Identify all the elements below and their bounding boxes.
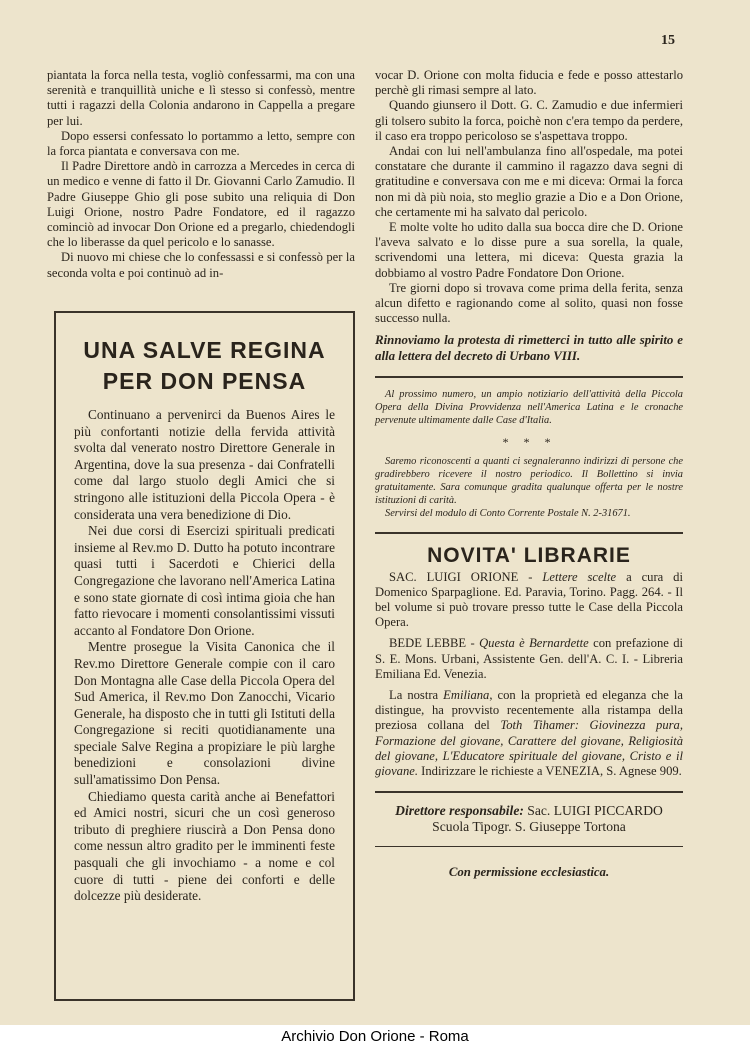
book-text: La nostra bbox=[389, 688, 439, 703]
notice-next-issue: Al prossimo numero, un ampio notiziario dell'attività della Piccola Opera della Divina Provvidenza nell'America Latina e le cronache pervenute ultimamente dalle Case d'Italia. bbox=[375, 389, 683, 427]
book-title: Questa è Bernardette bbox=[479, 636, 589, 651]
book-entry: SAC. LUIGI ORIONE - Lettere scelte a cura di Domenico Sparpaglione. Ed. Paravia, Torino. Pagg. 264. - Il bel volume si può trovare presso tutte le Case della Piccola Opera. bbox=[375, 569, 683, 630]
archive-caption: Archivio Don Orione - Roma bbox=[0, 1025, 750, 1049]
salve-paragraph: Nei due corsi di Esercizi spirituali predicati insieme al Rev.mo D. Dutto ha potuto incontrare quasi tutti i Sacerdoti e Chierici della Congregazione che lavorano nell'America Latina e sono state giornate di così intima gioia che han fatto rievocare i momenti consolantissimi vissuti accanto al Fondatore Don Orione. bbox=[74, 523, 335, 638]
salve-paragraph: Mentre prosegue la Visita Canonica che il Rev.mo Direttore Generale compie con il caro Don Montagna alle Case della Piccola Opera del Sud America, il Rev.mo Don Zanocchi, Vicario Generale, ha disposto che in tutti gli Istituti della Congregazione si reciti quotidianamente una speciale Salve Regina a propiziare le più larghe benedizioni e consolazioni divine sull'amatissimo Don Pensa. bbox=[74, 639, 335, 788]
divider bbox=[375, 846, 683, 847]
paragraph: E molte volte ho udito dalla sua bocca dire che D. Orione l'aveva salvato e lo disse pure a sua sorella, la quale, scrivendomi una lettera, mi diceva: Questa grazia la dobbiamo al vostro Padre Fondatore Don Orione. bbox=[375, 220, 683, 280]
paragraph: Di nuovo mi chiese che lo confessassi e si confessò per la seconda volta e poi continuò ad in- bbox=[47, 250, 355, 280]
book-listings bbox=[375, 570, 683, 780]
paragraph: Andai con lui nell'ambulanza fino all'ospedale, ma potei constatare che durante il cammino il ragazzo dava segni di gratitudine e conversava con me e mi diceva: Ormai la forca non mi dà più noia, sto meglio grazie a Dio e a Don Orione, che certamente mi ha salvato dal pericolo. bbox=[375, 144, 683, 219]
divider bbox=[375, 532, 683, 534]
book-series: Toth Tihamer: Giovinezza pura, Formazione del giovane, Carattere del giovane, Religiosità del giovane, L'Educatore spirituale del giovane, Cristo e il giovane. bbox=[375, 718, 683, 779]
stars-separator: * * * bbox=[502, 435, 556, 450]
masthead-footer bbox=[375, 803, 683, 833]
paragraph: Dopo essersi confessato lo portammo a letto, sempre con la forca piantata e conversava con me. bbox=[47, 128, 355, 159]
salve-title-line2: PER DON PENSA bbox=[102, 368, 307, 394]
page-number: 15 bbox=[661, 33, 675, 48]
book-text: , con la proprietà ed eleganza che la distingue, ha provvisto recentemente alla ristampa della preziosa collana del bbox=[375, 688, 683, 733]
protest-statement: Rinnoviamo la protesta di rimetterci in tutto alle spirito e alla lettera del decreto di Urbano VIII. bbox=[375, 333, 683, 364]
paragraph: Il Padre Direttore andò in carrozza a Mercedes in cerca di un medico e venne di fatto il Dr. Giovanni Carlo Zamudio. Il Padre Giuseppe Ghio gli pose subito una reliquia di Don Luigi Orione, nostro Padre Fondatore, ed il ragazzo cominciò ad invocar Don Orione ed a pregarlo, chiedendogli che lo liberasse da quel pericolo e lo sanasse. bbox=[47, 159, 355, 250]
book-details: con prefazione di S. E. Mons. Urbani, Assistente Gen. dell'A. C. I. - Libreria Emiliana Ed. Venezia. bbox=[375, 636, 683, 681]
book-author: BEDE LEBBE bbox=[389, 636, 467, 651]
publisher-name: Emiliana bbox=[443, 688, 490, 703]
paragraph: piantata la forca nella testa, vogliò confessarmi, ma con una serenità e tranquillità uniche e lì stesso si confessò, mentre tutti i ragazzi della Colonia andarono in Cappella a pregare per lui. bbox=[47, 68, 355, 128]
director-name: Sac. LUIGI PICCARDO bbox=[527, 803, 663, 819]
paragraph: Tre giorni dopo si trovava come prima della ferita, senza alcun difetto e ragionando come al solito, quasi non fosse successo nulla. bbox=[375, 280, 683, 326]
book-entry bbox=[375, 688, 683, 779]
salve-title-line1: UNA SALVE REGINA bbox=[83, 337, 326, 363]
notice-addresses: Saremo riconoscenti a quanti ci segnaleranno indirizzi di persone che gradirebbero ricevere il nostro periodico. Il Bollettino si invia gratuitamente. Sara comunque gradita qualunque offerta per le nostre istituzioni di carità. bbox=[375, 456, 683, 507]
divider bbox=[375, 791, 683, 793]
ecclesiastical-permission: Con permissione ecclesiastica. bbox=[448, 864, 610, 879]
book-text: Indirizzare le richieste a VENEZIA, S. Agnese 909. bbox=[421, 764, 682, 779]
book-author: SAC. LUIGI ORIONE bbox=[389, 569, 519, 584]
book-details: a cura di Domenico Sparpaglione. Ed. Paravia, Torino. Pagg. 264. - Il bel volume si può trovare presso tutte le Case della Piccola Opera. bbox=[375, 569, 683, 630]
right-column bbox=[375, 68, 683, 880]
paragraph: vocar D. Orione con molta fiducia e fede e posso attestarlo perchè gli rimasi sempre al lato. bbox=[375, 68, 683, 98]
salve-regina-box bbox=[54, 311, 355, 1001]
notice-block bbox=[375, 388, 683, 520]
salve-paragraph: Continuano a pervenirci da Buenos Aires le più confortanti notizie della fervida attività svolta dal venerato nostro Direttore Generale in Argentina, dove la sua presenza - dai Confratelli come dal largo stuolo degli Amici che si stringono alle istituzioni della Piccola Opera - è considerata una vera benedizione di Dio. bbox=[74, 407, 335, 522]
article-continuation-left bbox=[47, 68, 355, 281]
notice-postal-account: Servirsi del modulo di Conto Corrente Postale N. 2-31671. bbox=[385, 508, 631, 520]
printer-line: Scuola Tipogr. S. Giuseppe Tortona bbox=[432, 818, 626, 834]
novita-librarie-title: NOVITA' LIBRARIE bbox=[427, 544, 631, 568]
salve-paragraph: Chiediamo questa carità anche ai Benefattori ed Amici nostri, sicuri che un così generoso tributo di preghiere riuscirà a Don Pensa dono come nessun altro gradito per le imminenti feste pasquali che gli invochiamo - a nome e col cuore di tutti - piene dei conforti e delle dolcezze più desiderate. bbox=[74, 788, 335, 904]
director-line bbox=[375, 803, 683, 818]
director-label: Direttore responsabile: bbox=[395, 803, 524, 819]
book-title: Lettere scelte bbox=[542, 569, 617, 584]
book-entry: BEDE LEBBE - Questa è Bernardette con prefazione di S. E. Mons. Urbani, Assistente Gen. dell'A. C. I. - Libreria Emiliana Ed. Venezia. bbox=[375, 636, 683, 681]
paragraph: Quando giunsero il Dott. G. C. Zamudio e due infermieri gli tolsero subito la forca, poichè non c'era tempo da perdere, il caso era troppo pericoloso se s'aspettava troppo. bbox=[375, 98, 683, 143]
divider bbox=[375, 376, 683, 378]
